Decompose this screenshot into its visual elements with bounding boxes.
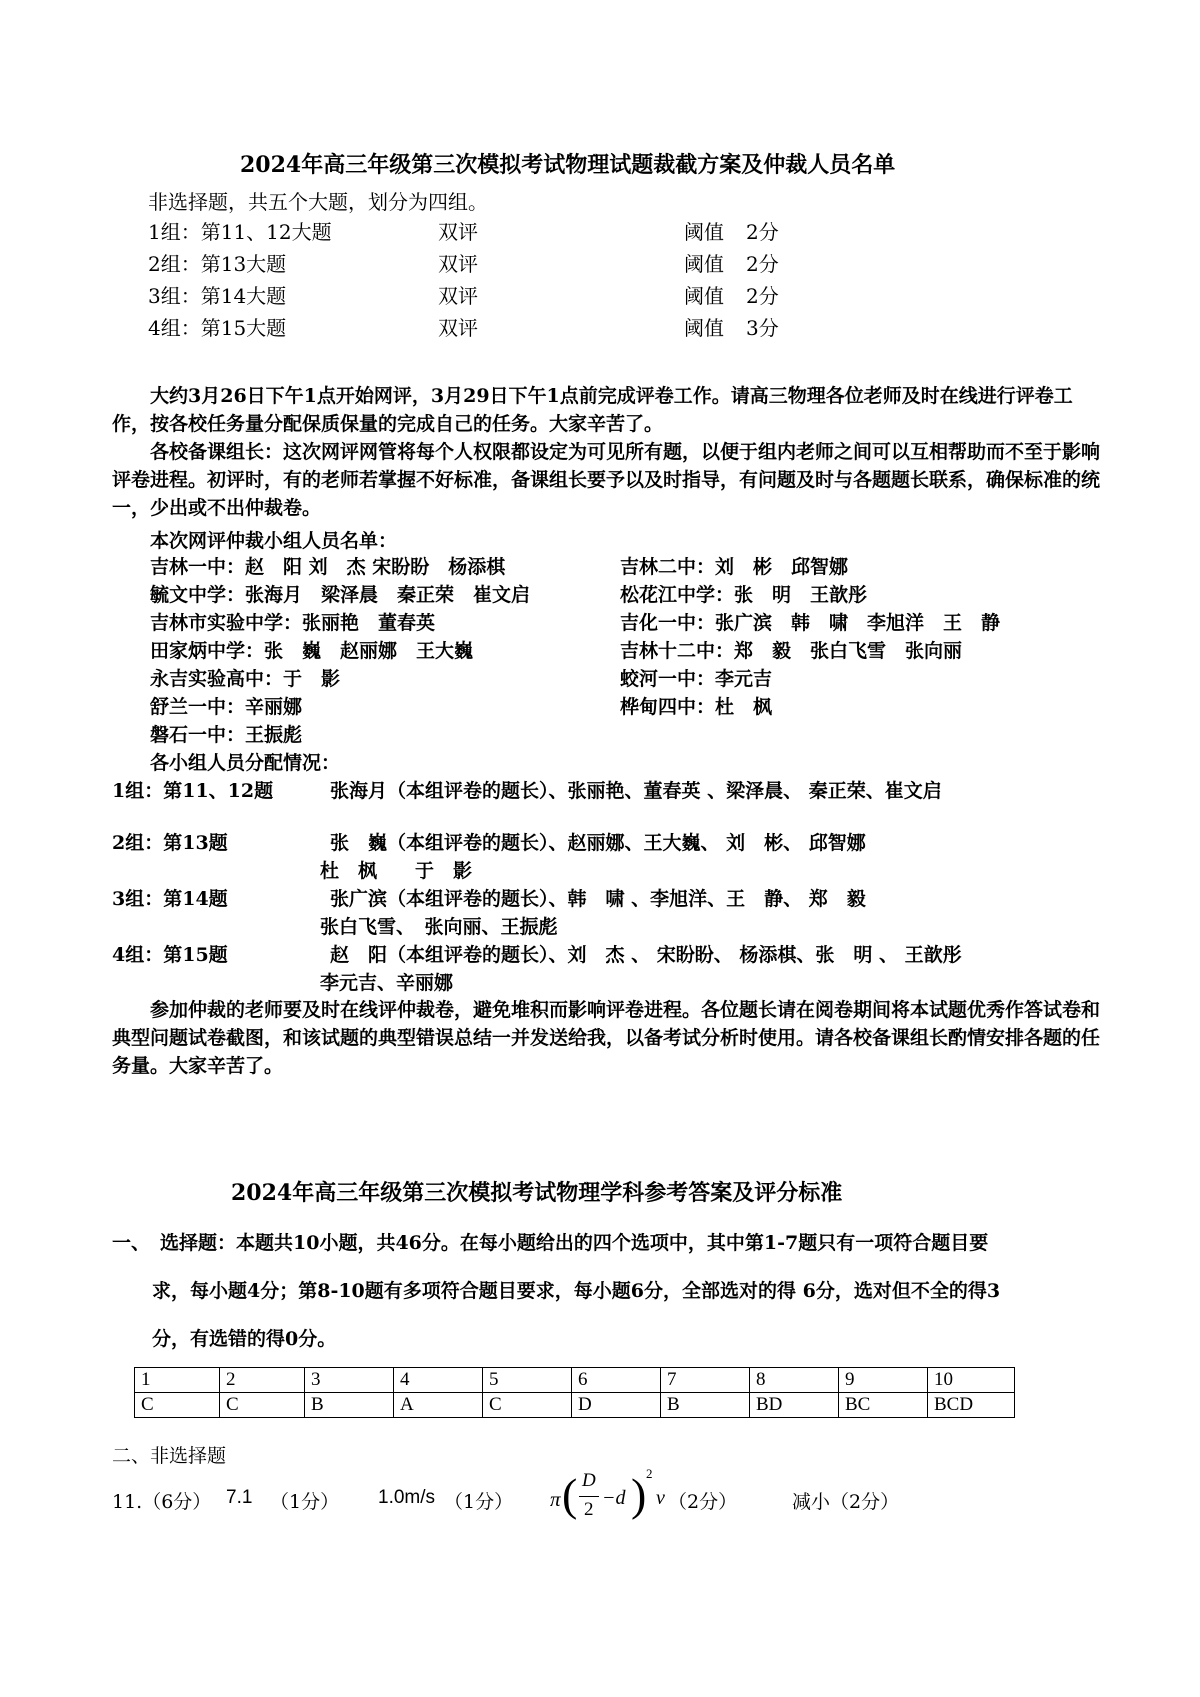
table-cell: 1	[135, 1368, 220, 1393]
assignment-members: 张海月（本组评卷的题长）、张丽艳、董春英 、梁泽晨、 秦正荣、崔文启	[330, 780, 942, 802]
group-threshold: 2分	[746, 220, 779, 244]
answer-number-row	[135, 1368, 1015, 1393]
formula-right-paren: )	[631, 1469, 647, 1520]
group-threshold-label: 阈值	[684, 316, 724, 340]
table-cell: C	[483, 1393, 572, 1418]
q1-instructions-line2: 求，每小题4分；第8-10题有多项符合题目要求，每小题6分，全部选对的得 6分，选对但不全的得3	[152, 1280, 1001, 1302]
roster-entry: 吉林十二中：郑 毅 张白飞雪 张向丽	[620, 640, 963, 662]
group-threshold: 3分	[746, 316, 779, 340]
group-mode: 双评	[438, 316, 478, 340]
assignment-group: 1组：第11、12题	[112, 780, 274, 802]
group-threshold: 2分	[746, 284, 779, 308]
q11-answer3-score: （2分）	[668, 1491, 738, 1513]
intro-text: 非选择题，共五个大题，划分为四组。	[148, 190, 488, 214]
roster-entry: 田家炳中学：张 巍 赵丽娜 王大巍	[150, 640, 474, 662]
assignment-members: 张 巍（本组评卷的题长）、赵丽娜、王大巍、 刘 彬、 邱智娜	[330, 832, 866, 854]
schedule-paragraph: 大约3月26日下午1点开始网评，3月29日下午1点前完成评卷工作。请高三物理各位老师及时在线进行评卷工作，按各校任务量分配保质保量的完成自己的任务。大家辛苦了。	[112, 385, 1073, 435]
assignment-members-cont: 张白飞雪、 张向丽、王振彪	[320, 916, 558, 938]
table-cell: 5	[483, 1368, 572, 1393]
group-threshold-label: 阈值	[684, 220, 724, 244]
table-cell: 3	[305, 1368, 394, 1393]
formula-minus-d: −d	[602, 1487, 626, 1509]
answer-key-title: 2024年高三年级第三次模拟考试物理学科参考答案及评分标准	[231, 1180, 843, 1206]
table-cell: 6	[572, 1368, 661, 1393]
q11-answer1-score: （1分）	[270, 1491, 340, 1513]
instruction-paragraph: 各校备课组长：这次网评网管将每个人权限都设定为可见所有题，以便于组内老师之间可以互相帮助而不至于影响评卷进程。初评时，有的老师若掌握不好标准，备课组长要予以及时指导，有问题及时与各题题长联系，确保标准的统一，少出或不出仲裁卷。	[112, 441, 1101, 519]
table-cell: BC	[839, 1393, 928, 1418]
table-cell: A	[394, 1393, 483, 1418]
table-cell: 8	[750, 1368, 839, 1393]
roster-entry: 吉林市实验中学：张丽艳 董春英	[150, 612, 436, 634]
table-cell: D	[572, 1393, 661, 1418]
table-cell: 2	[220, 1368, 305, 1393]
group-mode: 双评	[438, 220, 478, 244]
q2-heading: 二、非选择题	[112, 1445, 227, 1467]
assignment-group: 2组：第13题	[112, 832, 228, 854]
table-cell: B	[661, 1393, 750, 1418]
table-cell: 10	[928, 1368, 1015, 1393]
assignment-heading: 各小组人员分配情况：	[150, 752, 341, 774]
formula-exponent: 2	[646, 1466, 653, 1481]
q1-marker: 一、	[112, 1232, 151, 1254]
q11-label: 11.（6分）	[112, 1491, 212, 1513]
roster-entry: 松花江中学：张 明 王歆彤	[620, 584, 868, 606]
group-threshold-label: 阈值	[684, 252, 724, 276]
table-cell: B	[305, 1393, 394, 1418]
formula-fraction-bar	[579, 1496, 599, 1497]
q1-instructions-line1: 选择题：本题共10小题，共46分。在每小题给出的四个选项中，其中第1-7题只有一项符合题目要	[160, 1232, 989, 1254]
group-mode: 双评	[438, 252, 478, 276]
roster-heading: 本次网评仲裁小组人员名单：	[150, 530, 398, 552]
roster-entry: 蛟河一中：李元吉	[620, 668, 773, 690]
page-title: 2024年高三年级第三次模拟考试物理试题裁截方案及仲裁人员名单	[240, 152, 896, 178]
q1-instructions-line3: 分，有选错的得0分。	[152, 1328, 337, 1350]
group-name: 4组：第15大题	[148, 316, 287, 340]
assignment-members-cont: 李元吉、辛丽娜	[320, 972, 454, 994]
answer-letter-row	[135, 1393, 1015, 1418]
group-mode: 双评	[438, 284, 478, 308]
q11-answer1: 7.1	[226, 1487, 253, 1508]
table-cell: 4	[394, 1368, 483, 1393]
table-cell: C	[220, 1393, 305, 1418]
q11-answer2: 1.0m/s	[378, 1487, 436, 1508]
table-cell: BD	[750, 1393, 839, 1418]
group-name: 1组：第11、12大题	[148, 220, 332, 244]
roster-entry: 永吉实验高中：于 影	[150, 668, 341, 690]
formula-left-paren: (	[562, 1469, 578, 1520]
assignment-group: 3组：第14题	[112, 888, 228, 910]
table-cell: BCD	[928, 1393, 1015, 1418]
assignment-members: 赵 阳（本组评卷的题长）、刘 杰 、 宋盼盼、 杨添棋、张 明 、 王歆彤	[330, 944, 962, 966]
q11-answer4: 减小（2分）	[792, 1491, 900, 1513]
assignment-group: 4组：第15题	[112, 944, 228, 966]
formula-v: v	[656, 1487, 665, 1509]
formula-pi: π	[550, 1487, 561, 1511]
formula-numerator: D	[582, 1470, 596, 1491]
roster-entry: 舒兰一中：辛丽娜	[150, 696, 303, 718]
roster-entry: 吉林一中：赵 阳 刘 杰 宋盼盼 杨添棋	[150, 556, 506, 578]
roster-entry: 桦甸四中：杜 枫	[620, 696, 773, 718]
group-threshold: 2分	[746, 252, 779, 276]
roster-entry: 吉林二中：刘 彬 邱智娜	[620, 556, 849, 578]
group-name: 3组：第14大题	[148, 284, 287, 308]
formula-denominator: 2	[584, 1499, 594, 1520]
q11-answer2-score: （1分）	[444, 1491, 514, 1513]
table-cell: 9	[839, 1368, 928, 1393]
roster-entry: 吉化一中：张广滨 韩 啸 李旭洋 王 静	[620, 612, 1001, 634]
group-threshold-label: 阈值	[684, 284, 724, 308]
group-name: 2组：第13大题	[148, 252, 287, 276]
roster-entry: 磐石一中：王振彪	[150, 724, 303, 746]
answer-table	[134, 1367, 1015, 1418]
closing-paragraph: 参加仲裁的老师要及时在线评仲裁卷，避免堆积而影响评卷进程。各位题长请在阅卷期间将本试题优秀作答试卷和典型问题试卷截图，和该试题的典型错误总结一并发送给我，以备考试分析时使用。请各校备课组长酌情安排各题的任务量。大家辛苦了。	[112, 999, 1101, 1077]
roster-entry: 毓文中学：张海月 梁泽晨 秦正荣 崔文启	[150, 584, 531, 606]
table-cell: 7	[661, 1368, 750, 1393]
assignment-members: 张广滨（本组评卷的题长）、韩 啸 、李旭洋、王 静、 郑 毅	[330, 888, 866, 910]
table-cell: C	[135, 1393, 220, 1418]
assignment-members-cont: 杜 枫 于 影	[320, 860, 473, 882]
